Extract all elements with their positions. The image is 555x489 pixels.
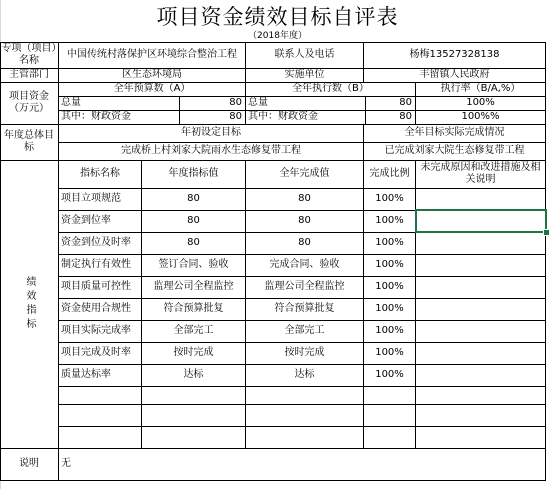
indicator-note[interactable] bbox=[416, 254, 545, 276]
border-line bbox=[245, 160, 246, 449]
remark-value[interactable]: 无 bbox=[61, 458, 71, 469]
annual-actual-header[interactable]: 全年目标实际完成情况 bbox=[404, 127, 505, 138]
funds-label[interactable]: 项目资金（万元） bbox=[9, 91, 49, 114]
indicator-actual[interactable]: 符合预算批复 bbox=[274, 303, 335, 314]
border-line bbox=[245, 42, 246, 83]
page-subtitle: （2018年度） bbox=[248, 31, 307, 41]
border-line bbox=[59, 386, 546, 387]
total-rate-value[interactable]: 100% bbox=[466, 97, 495, 108]
border-line bbox=[0, 42, 546, 43]
indicator-ratio[interactable]: 100% bbox=[375, 347, 404, 358]
rate-header[interactable]: 执行率（B/A,%） bbox=[440, 83, 521, 94]
border-line bbox=[0, 480, 546, 481]
border-line bbox=[59, 404, 546, 405]
border-line bbox=[141, 160, 142, 449]
fiscal-exec-label[interactable]: 其中：财政资金 bbox=[248, 111, 318, 122]
fill-handle[interactable] bbox=[543, 229, 550, 236]
fiscal-budget-value[interactable]: 80 bbox=[229, 111, 242, 122]
indicator-target[interactable]: 80 bbox=[187, 193, 200, 204]
total-exec-value[interactable]: 80 bbox=[399, 97, 412, 108]
exec-header[interactable]: 全年执行数（B） bbox=[292, 83, 369, 94]
indicator-actual[interactable]: 按时完成 bbox=[284, 347, 325, 358]
indicator-name[interactable]: 资金使用合规性 bbox=[61, 303, 131, 314]
indicator-target[interactable]: 监理公司全程监控 bbox=[153, 281, 234, 292]
indicator-name[interactable]: 资金到位率 bbox=[61, 215, 111, 226]
fiscal-budget-label[interactable]: 其中：财政资金 bbox=[61, 111, 131, 122]
indicator-target[interactable]: 符合预算批复 bbox=[163, 303, 224, 314]
border-line bbox=[0, 82, 546, 83]
indicator-name[interactable]: 项目完成及时率 bbox=[61, 347, 131, 358]
border-line bbox=[59, 142, 546, 143]
border-line bbox=[59, 188, 546, 189]
fiscal-exec-value[interactable]: 80 bbox=[399, 111, 412, 122]
border-line bbox=[59, 96, 546, 97]
fiscal-rate-value[interactable]: 100%% bbox=[461, 111, 500, 122]
total-budget-label[interactable]: 总量 bbox=[61, 97, 81, 108]
indicator-actual[interactable]: 监理公司全程监控 bbox=[264, 281, 345, 292]
indicator-target[interactable]: 全部完工 bbox=[173, 325, 214, 336]
indicator-target[interactable]: 80 bbox=[187, 215, 200, 226]
indicator-ratio[interactable]: 100% bbox=[375, 325, 404, 336]
annual-actual-value[interactable]: 已完成刘家大院生态修复带工程 bbox=[384, 145, 525, 156]
border-line bbox=[0, 448, 546, 449]
indicator-ratio[interactable]: 100% bbox=[375, 259, 404, 270]
perf-header-note[interactable]: 未完成原因和改进措施及相关说明 bbox=[420, 162, 541, 185]
border-line bbox=[363, 42, 364, 83]
indicator-ratio[interactable]: 100% bbox=[375, 215, 404, 226]
perf-label[interactable] bbox=[0, 160, 58, 448]
border-line bbox=[245, 82, 246, 125]
total-exec-label[interactable]: 总量 bbox=[248, 97, 268, 108]
border-line bbox=[363, 124, 364, 161]
indicator-name[interactable]: 项目实际完成率 bbox=[61, 325, 131, 336]
indicator-actual[interactable]: 80 bbox=[298, 215, 311, 226]
indicator-note[interactable] bbox=[416, 320, 545, 342]
indicator-ratio[interactable]: 100% bbox=[375, 237, 404, 248]
indicator-note[interactable] bbox=[416, 364, 545, 386]
indicator-actual[interactable]: 全部完工 bbox=[284, 325, 325, 336]
annual-initial-value[interactable]: 完成桥上村刘家大院雨水生态修复带工程 bbox=[121, 145, 301, 156]
border-line bbox=[179, 96, 180, 125]
border-line bbox=[363, 160, 364, 449]
indicator-target[interactable]: 签订合同、验收 bbox=[158, 259, 229, 270]
indicator-name[interactable]: 资金到位及时率 bbox=[61, 237, 131, 248]
indicator-name[interactable]: 质量达标率 bbox=[61, 369, 111, 380]
contact-label[interactable]: 联系人及电话 bbox=[274, 49, 335, 60]
indicator-name[interactable]: 项目立项规范 bbox=[61, 193, 121, 204]
border-line bbox=[0, 160, 546, 161]
total-budget-value[interactable]: 80 bbox=[229, 97, 242, 108]
indicator-note[interactable] bbox=[416, 232, 545, 254]
annual-goal-label[interactable]: 年度总体目标 bbox=[4, 130, 54, 153]
perf-header-name[interactable]: 指标名称 bbox=[80, 168, 120, 179]
indicator-note[interactable] bbox=[416, 276, 545, 298]
indicator-name[interactable]: 制定执行有效性 bbox=[61, 259, 131, 270]
indicator-actual[interactable]: 达标 bbox=[294, 369, 315, 380]
border-line bbox=[415, 160, 416, 449]
indicator-ratio[interactable]: 100% bbox=[375, 303, 404, 314]
border-line bbox=[59, 254, 546, 255]
border-line bbox=[415, 82, 416, 125]
dept-label[interactable]: 主管部门 bbox=[9, 69, 49, 80]
border-line bbox=[58, 42, 59, 481]
border-line bbox=[59, 276, 546, 277]
indicator-ratio[interactable]: 100% bbox=[375, 369, 404, 380]
border-line bbox=[0, 124, 546, 125]
indicator-actual[interactable]: 80 bbox=[298, 193, 311, 204]
project-name-value[interactable]: 中国传统村落保护区环境综合整治工程 bbox=[67, 49, 237, 60]
border-line bbox=[0, 68, 546, 69]
perf-header-target[interactable]: 年度指标值 bbox=[168, 168, 219, 179]
page-title: 项目资金绩效目标自评表 bbox=[156, 5, 399, 29]
indicator-actual[interactable]: 完成合同、验收 bbox=[269, 259, 340, 270]
perf-header-actual[interactable]: 全年完成值 bbox=[279, 168, 330, 179]
remark-label[interactable]: 说明 bbox=[19, 458, 39, 469]
indicator-actual[interactable]: 80 bbox=[298, 237, 311, 248]
indicator-ratio[interactable]: 100% bbox=[375, 193, 404, 204]
indicator-ratio[interactable]: 100% bbox=[375, 281, 404, 292]
perf-label-text: 绩效指标 bbox=[24, 276, 35, 332]
border-line bbox=[59, 320, 546, 321]
cell-selection[interactable] bbox=[415, 209, 547, 233]
border-line bbox=[59, 426, 546, 427]
project-name-label[interactable]: 专项（项目）名称 bbox=[1, 43, 57, 66]
indicator-target[interactable]: 按时完成 bbox=[173, 347, 214, 358]
dept-value[interactable]: 区生态环境局 bbox=[122, 69, 182, 80]
indicator-name[interactable]: 项目质量可控性 bbox=[61, 281, 131, 292]
indicator-target[interactable]: 达标 bbox=[183, 369, 204, 380]
border-line bbox=[59, 342, 546, 343]
indicator-note[interactable] bbox=[416, 188, 545, 210]
annual-initial-header[interactable]: 年初设定目标 bbox=[181, 127, 241, 138]
budget-header[interactable]: 全年预算数（A） bbox=[113, 83, 191, 94]
contact-value[interactable]: 杨梅13527328138 bbox=[409, 49, 500, 60]
impl-value[interactable]: 丰留镇人民政府 bbox=[419, 69, 490, 80]
impl-label[interactable]: 实施单位 bbox=[284, 69, 325, 80]
border-line bbox=[365, 96, 366, 125]
border-line bbox=[59, 298, 546, 299]
indicator-note[interactable] bbox=[416, 298, 545, 320]
border-line bbox=[545, 42, 546, 481]
indicator-note[interactable] bbox=[416, 342, 545, 364]
border-line bbox=[59, 364, 546, 365]
indicator-target[interactable]: 80 bbox=[187, 237, 200, 248]
border-line bbox=[59, 110, 546, 111]
border-line bbox=[0, 42, 1, 481]
perf-header-ratio[interactable]: 完成比例 bbox=[369, 168, 410, 179]
